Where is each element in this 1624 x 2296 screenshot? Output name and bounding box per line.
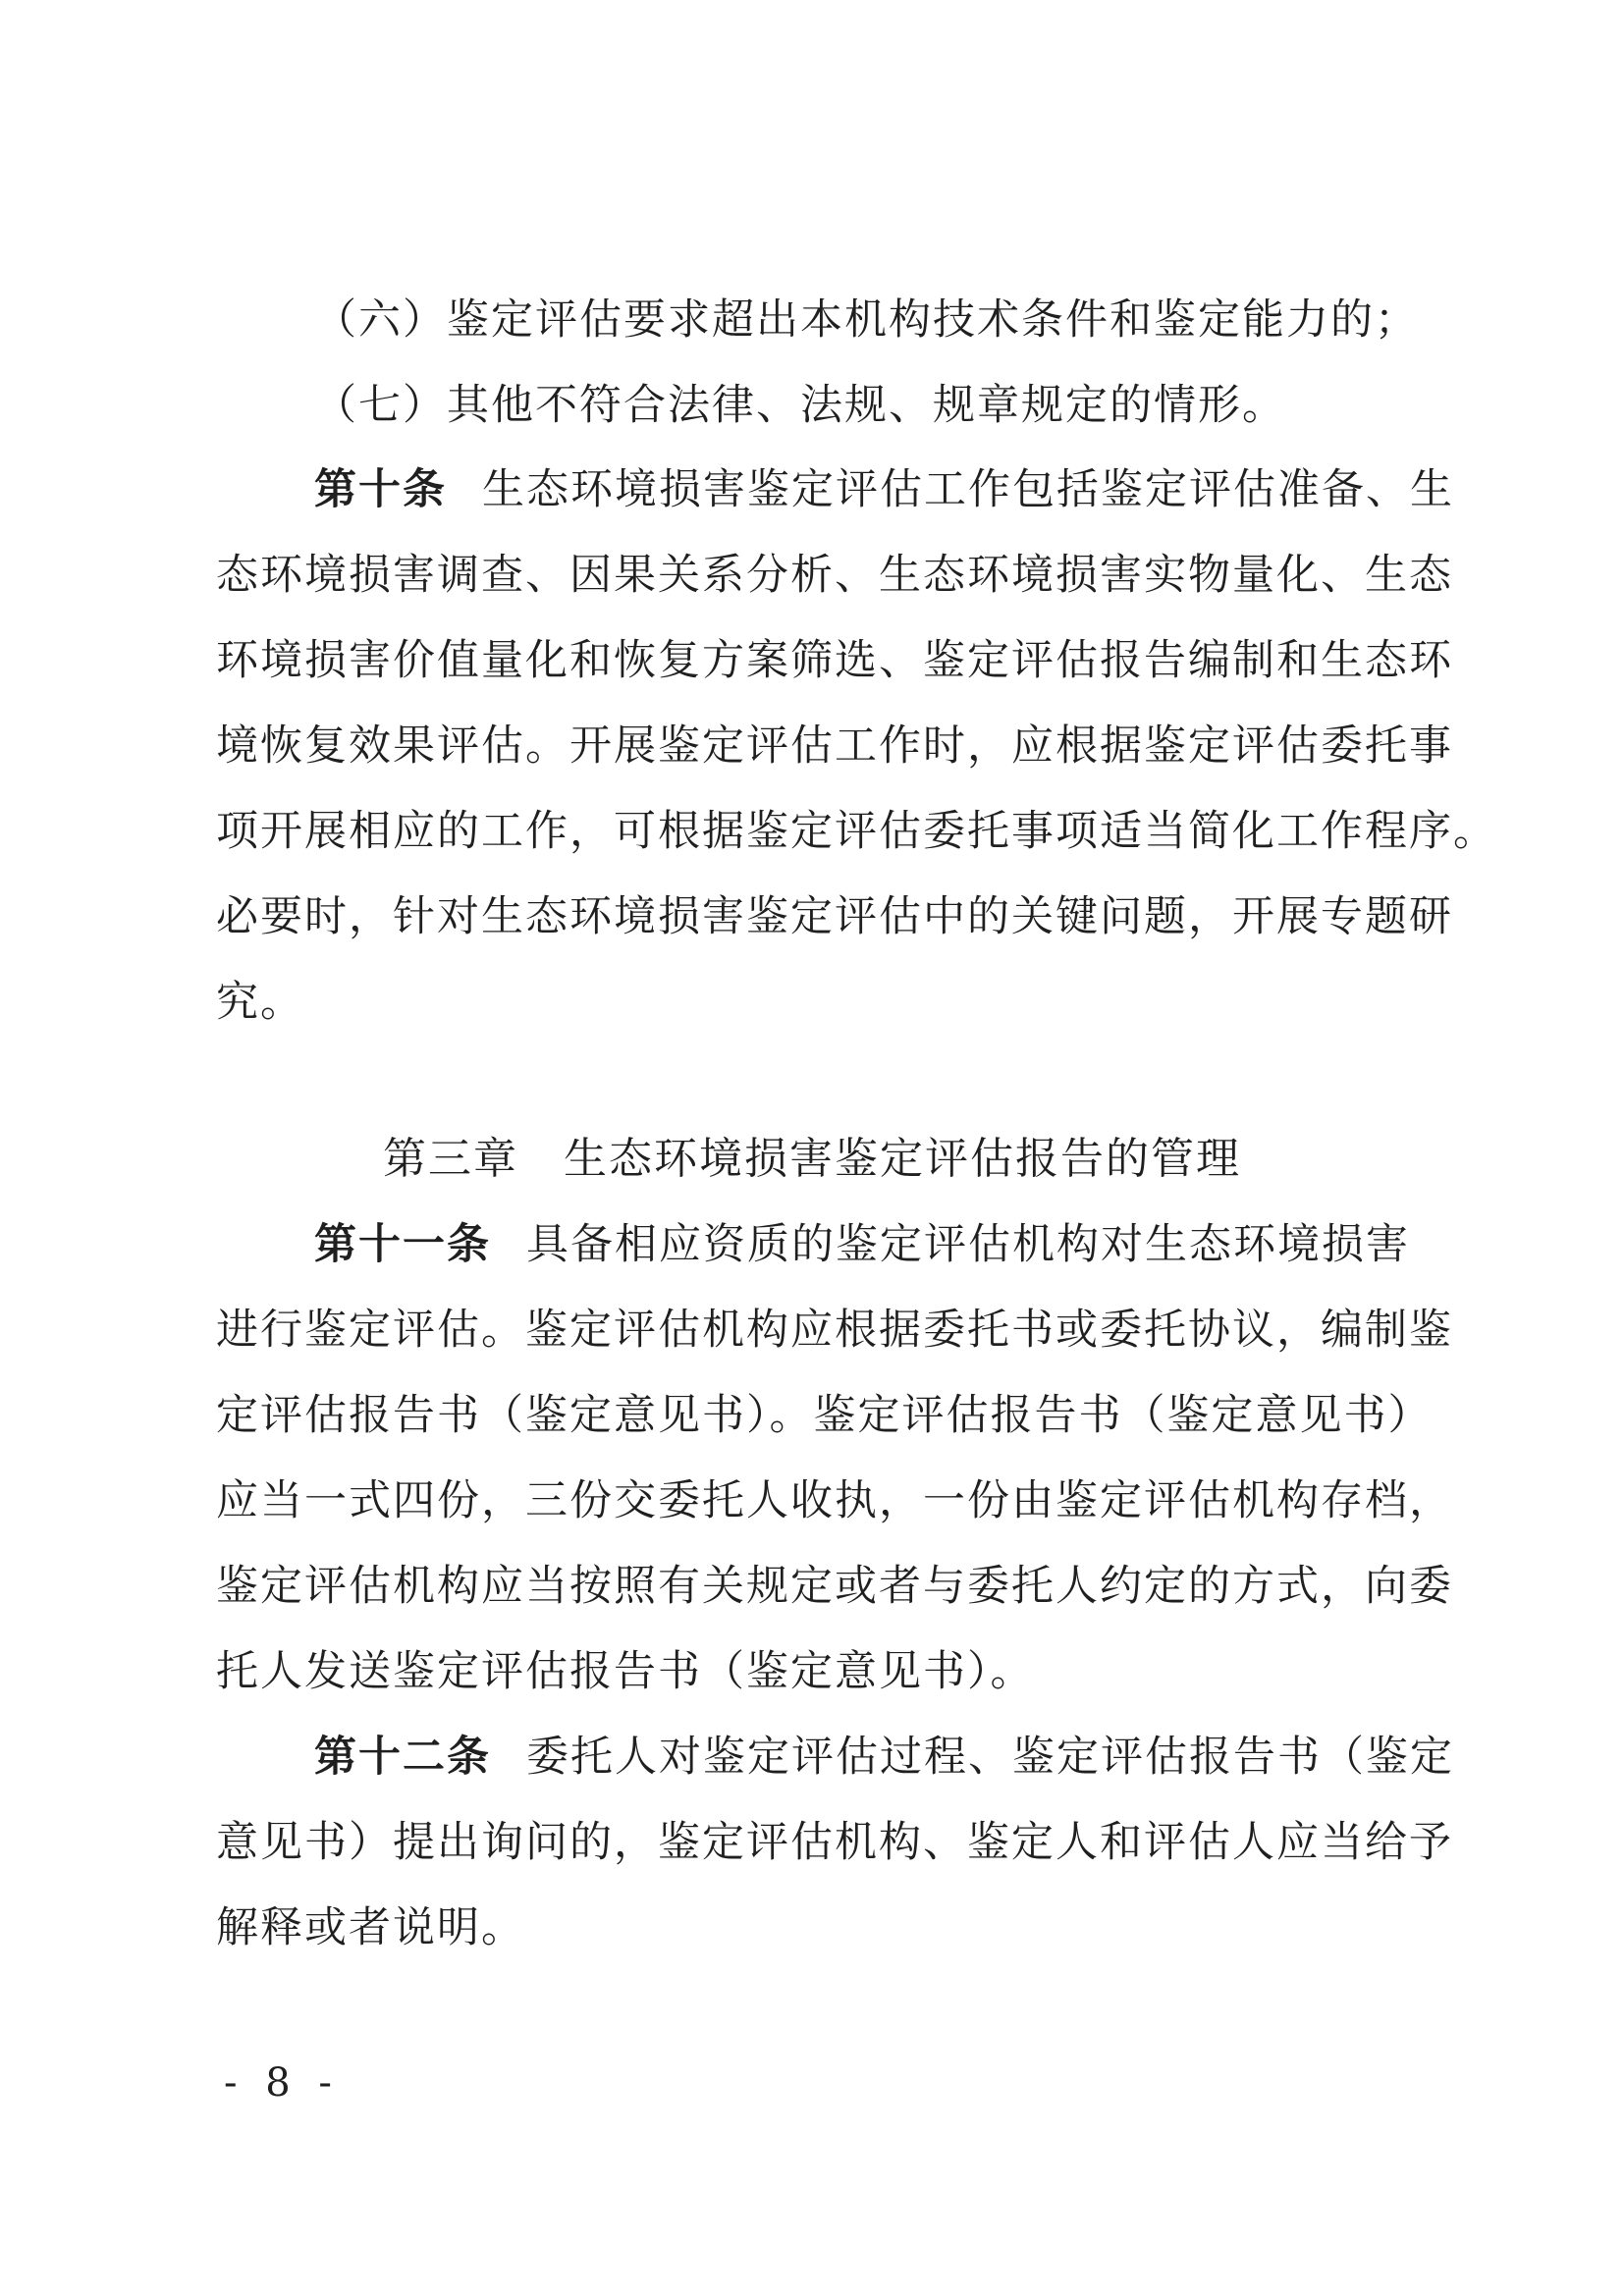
article-12-label: 第十二条 xyxy=(314,1733,491,1782)
page-number: - 8 - xyxy=(224,2060,340,2106)
list-item-six: （六）鉴定评估要求超出本机构技术条件和鉴定能力的； xyxy=(314,295,1419,345)
article-12-text: 委托人对鉴定评估过程、鉴定评估报告书（鉴定 xyxy=(526,1733,1454,1782)
article-11-line: 托人发送鉴定评估报告书（鉴定意见书）。 xyxy=(216,1647,1035,1696)
article-10-text: 生态环境损害鉴定评估工作包括鉴定评估准备、生 xyxy=(482,465,1454,514)
article-11-text: 具备相应资质的鉴定评估机构对生态环境损害 xyxy=(526,1220,1410,1269)
article-10-line: 项开展相应的工作，可根据鉴定评估委托事项适当简化工作程序。 xyxy=(216,807,1497,856)
article-10-first-line xyxy=(314,459,1532,520)
chapter-heading: 第三章 生态环境损害鉴定评估报告的管理 xyxy=(383,1134,1241,1184)
article-10-label: 第十条 xyxy=(314,465,447,514)
article-11-line: 定评估报告书（鉴定意见书）。鉴定评估报告书（鉴定意见书） xyxy=(216,1391,1433,1440)
article-12-line: 解释或者说明。 xyxy=(216,1903,525,1952)
article-10-line: 态环境损害调查、因果关系分析、生态环境损害实物量化、生态 xyxy=(216,551,1453,600)
article-10-line: 境恢复效果评估。开展鉴定评估工作时，应根据鉴定评估委托事 xyxy=(216,721,1453,771)
article-11-line: 应当一式四份，三份交委托人收执，一份由鉴定评估机构存档， xyxy=(216,1476,1453,1525)
article-11-line: 进行鉴定评估。鉴定评估机构应根据委托书或委托协议，编制鉴 xyxy=(216,1306,1453,1355)
list-item-seven: （七）其他不符合法律、法规、规章规定的情形。 xyxy=(314,381,1286,430)
article-11-first-line xyxy=(314,1214,1532,1275)
article-11-line: 鉴定评估机构应当按照有关规定或者与委托人约定的方式，向委 xyxy=(216,1562,1453,1611)
article-10-line: 究。 xyxy=(216,978,304,1027)
article-11-label: 第十一条 xyxy=(314,1220,491,1269)
article-10-line: 环境损害价值量化和恢复方案筛选、鉴定评估报告编制和生态环 xyxy=(216,636,1453,685)
article-10-line: 必要时，针对生态环境损害鉴定评估中的关键问题，开展专题研 xyxy=(216,892,1453,941)
article-12-line: 意见书）提出询问的，鉴定评估机构、鉴定人和评估人应当给予 xyxy=(216,1818,1453,1867)
article-12-first-line xyxy=(314,1727,1532,1788)
